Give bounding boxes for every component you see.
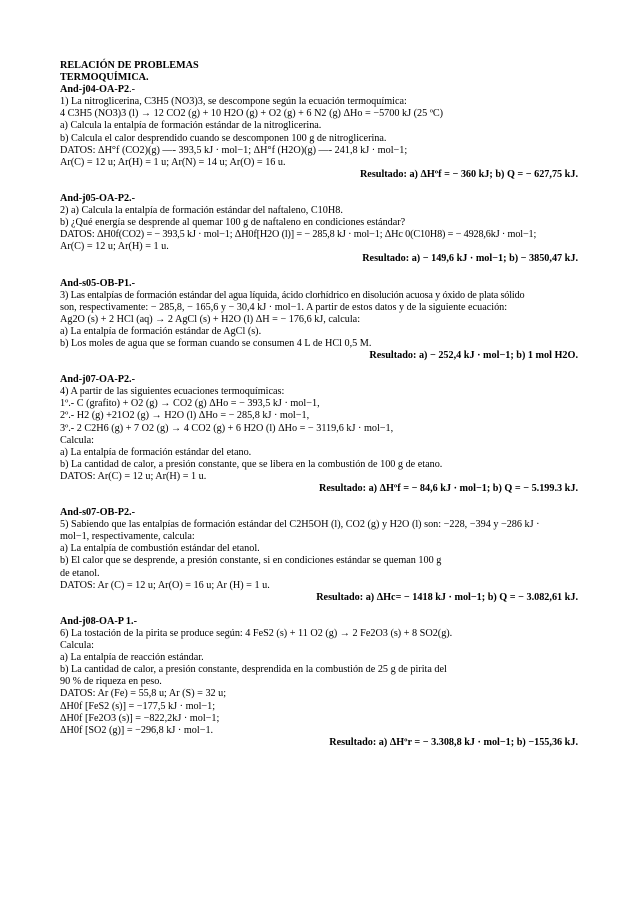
problem-line: Ar(C) = 12 u; Ar(H) = 1 u.	[60, 241, 169, 253]
problem-line: a) La entalpía de combustión estándar del etanol.	[60, 543, 260, 555]
problem-code-label: And-j04-OA-P2	[60, 84, 130, 96]
problem-line: DATOS: Ar(C) = 12 u; Ar(H) = 1 u.	[60, 470, 207, 482]
problem-line: b) El calor que se desprende, a presión constante, si en condiciones estándar se queman 100 g	[60, 555, 442, 567]
problem-code-label: And-j08-OA-P 1.-	[60, 615, 137, 627]
problem-line: Ar(C) = 12 u; Ar(H) = 1 u; Ar(N) = 14 u; Ar(O) = 16 u.	[60, 156, 286, 168]
problem-5	[60, 507, 578, 604]
problem-line: a) La entalpía de formación estándar del etano.	[60, 446, 252, 458]
problem-line: de etanol.	[60, 567, 100, 579]
problem-line: b) La cantidad de calor, a presión constante, que se libera en la combustión de 100 g de etano.	[60, 458, 443, 470]
document-title: RELACIÓN DE PROBLEMAS	[60, 60, 199, 71]
document-subtitle: TERMOQUÍMICA.	[60, 72, 149, 84]
problem-line: 4) A partir de las siguientes ecuaciones termoquímicas:	[60, 386, 285, 398]
problem-line: DATOS: Ar (C) = 12 u; Ar(O) = 16 u; Ar (H) = 1 u.	[60, 579, 270, 591]
document-header	[60, 60, 578, 84]
problem-result: Resultado: a) − 149,6 kJ · mol−1; b) − 3850,47 kJ.	[362, 253, 578, 265]
problem-result: Resultado: a) ΔHc= − 1418 kJ · mol−1; b) Q = − 3.082,61 kJ.	[316, 591, 578, 603]
problem-code-label: And-j07-OA-P2.-	[60, 374, 135, 386]
problem-line: ΔH0f [Fe2O3 (s)] = −822,2kJ · mol−1;	[60, 712, 220, 724]
problem-line: b) La cantidad de calor, a presión constante, desprendida en la combustión de 25 g de pirita del	[60, 664, 447, 676]
problem-line: mol−1, respectivamente, calcula:	[60, 531, 195, 543]
problem-line: ΔH0f [SO2 (g)] = −296,8 kJ · mol−1.	[60, 724, 214, 736]
problem-line: DATOS: ΔH0f(CO2) = − 393,5 kJ · mol−1; ΔH0f[H2O (l)] = − 285,8 kJ · mol−1; ΔHc 0(C10H8) = − 4928,6kJ · mol−1;	[60, 229, 537, 241]
problem-line: Calcula:	[60, 434, 94, 446]
problem-code-label: And-s07-OB-P2.-	[60, 507, 135, 519]
problem-code	[60, 84, 578, 96]
problem-4	[60, 374, 578, 495]
problem-line: son, respectivamente: − 285,8, − 165,6 y − 30,4 kJ · mol−1. A partir de estos datos y de la siguiente ecuación:	[60, 301, 508, 313]
problem-line: b) ¿Qué energía se desprende al quemar 100 g de naftaleno en condiciones estándar?	[60, 217, 406, 229]
problem-line: Ag2O (s) + 2 HCl (aq) → 2 AgCl (s) + H2O (l) ΔH = − 176,6 kJ, calcula:	[60, 313, 361, 325]
problem-line: 90 % de riqueza en peso.	[60, 676, 162, 688]
problem-line: b) Calcula el calor desprendido cuando se descomponen 100 g de nitroglicerina.	[60, 132, 387, 144]
problem-line: 2) a) Calcula la entalpía de formación estándar del naftaleno, C10H8.	[60, 205, 343, 217]
problem-line: ΔH0f [FeS2 (s)] = −177,5 kJ · mol−1;	[60, 700, 216, 712]
problem-6	[60, 616, 578, 749]
problem-line: a) Calcula la entalpía de formación estándar de la nitroglicerina.	[60, 120, 322, 132]
problem-result: Resultado: a) − 252,4 kJ · mol−1; b) 1 mol H2O.	[369, 350, 578, 362]
problem-code-label: And-s05-OB-P1.-	[60, 277, 135, 289]
problem-line: 4 C3H5 (NO3)3 (l) → 12 CO2 (g) + 10 H2O (g) + O2 (g) + 6 N2 (g) ΔHo = −5700 kJ (25 ºC)	[60, 108, 444, 120]
problem-code-suffix: .-	[129, 84, 135, 96]
problem-line: 2º.- H2 (g) +21O2 (g) → H2O (l) ΔHo = − 285,8 kJ · mol−1,	[60, 410, 310, 422]
problem-line: 1º.- C (grafito) + O2 (g) → CO2 (g) ΔHo = − 393,5 kJ · mol−1,	[60, 398, 320, 410]
problem-line: b) Los moles de agua que se forman cuando se consumen 4 L de HCl 0,5 M.	[60, 337, 372, 349]
problem-line: Calcula:	[60, 640, 94, 652]
problem-2	[60, 193, 578, 266]
problem-result: Resultado: a) ΔHºf = − 360 kJ; b) Q = − 627,75 kJ.	[359, 168, 578, 180]
problem-1	[60, 84, 578, 181]
problem-line: a) La entalpía de reacción estándar.	[60, 652, 204, 664]
problem-line: 5) Sabiendo que las entalpías de formación estándar del C2H5OH (l), CO2 (g) y H2O (l) son: −228, −394 y −286 kJ ·	[60, 519, 540, 531]
problem-3	[60, 278, 578, 363]
problem-line: a) La entalpía de formación estándar de AgCl (s).	[60, 325, 262, 337]
problem-line: DATOS: ΔH°f (CO2)(g) —- 393,5 kJ · mol−1; ΔH°f (H2O)(g) —- 241,8 kJ · mol−1;	[60, 144, 408, 156]
problem-result: Resultado: a) ΔHºf = − 84,6 kJ · mol−1; b) Q = − 5.199.3 kJ.	[319, 483, 578, 494]
problem-line: 3º.- 2 C2H6 (g) + 7 O2 (g) → 4 CO2 (g) + 6 H2O (l) ΔHo = − 3119,6 kJ · mol−1,	[60, 422, 394, 434]
problem-code-label: And-j05-OA-P2.-	[60, 192, 135, 204]
problem-line: DATOS: Ar (Fe) = 55,8 u; Ar (S) = 32 u;	[60, 688, 227, 700]
problem-result: Resultado: a) ΔHºr = − 3.308,8 kJ · mol−1; b) −155,36 kJ.	[329, 736, 578, 748]
problem-line: 1) La nitroglicerina, C3H5 (NO3)3, se descompone según la ecuación termoquímica:	[60, 96, 407, 108]
problem-line: 6) La tostación de la pirita se produce según: 4 FeS2 (s) + 11 O2 (g) → 2 Fe2O3 (s) + 8 SO2(g).	[60, 627, 453, 639]
problem-line: 3) Las entalpías de formación estándar del agua líquida, ácido clorhídrico en disolución acuosa y óxido de plata sólido	[60, 289, 525, 301]
document-page	[60, 60, 578, 749]
